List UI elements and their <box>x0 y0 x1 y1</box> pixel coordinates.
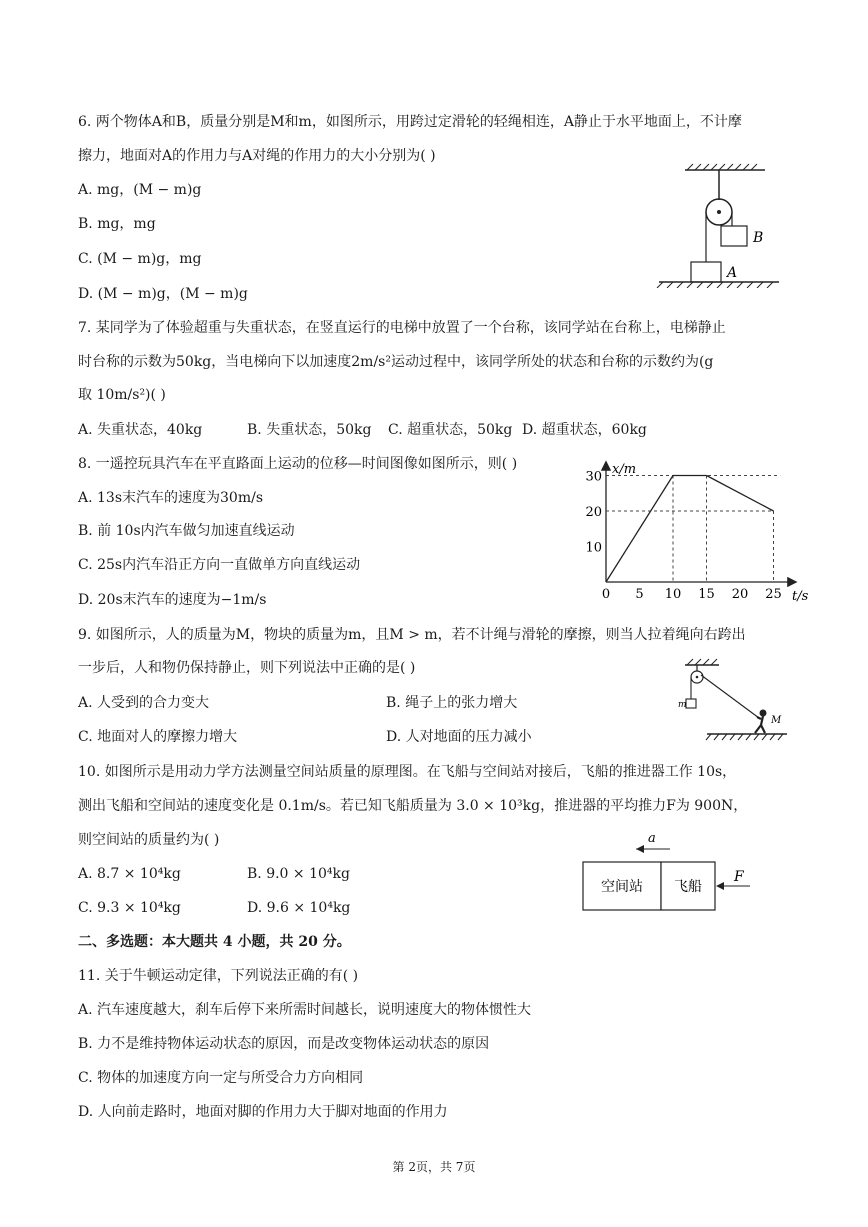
y-axis-label: x/m <box>612 462 637 477</box>
label-accel: a <box>648 831 656 846</box>
xt-segment-3 <box>707 476 774 512</box>
q10-stem-line2: 测出飞船和空间站的速度变化是 0.1m/s。若已知飞船质量为 3.0 × 10³kg，推进器的平均推力F为 900N， <box>78 798 748 814</box>
q10-stem-line3: 则空间站的质量约为( ) <box>78 832 220 848</box>
person-rope-figure-q9 <box>675 655 790 743</box>
label-m: m <box>678 700 687 710</box>
q6-stem-line2: 擦力，地面对A的作用力与A对绳的作用力的大小分别为( ) <box>78 148 436 164</box>
q7-option-d: D. 超重状态，60kg <box>522 422 647 438</box>
label-ship: 飞船 <box>674 879 702 895</box>
x-tick-15: 15 <box>698 587 715 602</box>
section-heading: 二、多选题：本大题共 4 小题，共 20 分。 <box>78 934 351 950</box>
q6-option-c: C. (M − m)g，mg <box>78 251 202 267</box>
q11-option-b: B. 力不是维持物体运动状态的原因，而是改变物体运动状态的原因 <box>78 1036 490 1052</box>
q9-option-c: C. 地面对人的摩擦力增大 <box>78 729 238 745</box>
x-axis-label: t/s <box>792 589 809 604</box>
xt-graph <box>580 455 820 605</box>
q8-option-b: B. 前 10s内汽车做匀加速直线运动 <box>78 523 295 539</box>
q8-stem: 8. 一遥控玩具汽车在平直路面上运动的位移—时间图像如图所示，则( ) <box>78 456 518 472</box>
label-b: B <box>753 230 764 246</box>
q7-option-c: C. 超重状态，50kg <box>388 422 513 438</box>
y-tick-30: 30 <box>585 469 602 485</box>
q8-option-a: A. 13s末汽车的速度为30m/s <box>78 490 264 506</box>
x-tick-0: 0 <box>601 587 611 602</box>
space-station-figure-q10 <box>578 828 758 916</box>
q7-option-b: B. 失重状态，50kg <box>247 422 372 438</box>
q10-option-b: B. 9.0 × 10⁴kg <box>247 866 350 882</box>
label-a: A <box>727 265 738 281</box>
x-tick-10: 10 <box>664 587 682 602</box>
x-tick-20: 20 <box>731 587 749 602</box>
q6-option-b: B. mg，mg <box>78 216 156 232</box>
q9-option-d: D. 人对地面的压力减小 <box>386 729 532 745</box>
q11-option-c: C. 物体的加速度方向一定与所受合力方向相同 <box>78 1070 364 1086</box>
q11-stem: 11. 关于牛顿运动定律，下列说法正确的有( ) <box>78 968 359 984</box>
q10-option-d: D. 9.6 × 10⁴kg <box>247 900 351 916</box>
y-tick-10: 10 <box>585 540 602 556</box>
q10-stem-line1: 10. 如图所示是用动力学方法测量空间站质量的原理图。在飞船与空间站对接后，飞船的推进器工作 10s， <box>78 764 737 780</box>
q9-option-b: B. 绳子上的张力增大 <box>386 695 518 711</box>
label-station: 空间站 <box>601 879 643 895</box>
pulley-figure-q6 <box>655 160 785 288</box>
xt-segment-1 <box>606 476 673 583</box>
q8-option-d: D. 20s末汽车的速度为−1m/s <box>78 592 267 608</box>
q11-option-d: D. 人向前走路时，地面对脚的作用力大于脚对地面的作用力 <box>78 1104 448 1120</box>
q9-stem-line1: 9. 如图所示，人的质量为M，物块的质量为m，且M > m，若不计绳与滑轮的摩擦，则当人拉着绳向右跨出 <box>78 627 746 643</box>
label-force: F <box>734 869 744 885</box>
label-big-m: M <box>771 715 782 726</box>
q6-option-a: A. mg，(M − m)g <box>78 182 202 198</box>
q8-option-c: C. 25s内汽车沿正方向一直做单方向直线运动 <box>78 557 361 573</box>
q10-option-a: A. 8.7 × 10⁴kg <box>78 866 181 882</box>
q6-option-d: D. (M − m)g，(M − m)g <box>78 286 248 302</box>
q11-option-a: A. 汽车速度越大，刹车后停下来所需时间越长，说明速度大的物体惯性大 <box>78 1002 532 1018</box>
q10-option-c: C. 9.3 × 10⁴kg <box>78 900 181 916</box>
q7-option-a: A. 失重状态，40kg <box>78 422 203 438</box>
q7-stem-line3: 取 10m/s²)( ) <box>78 387 166 403</box>
q7-stem-line2: 时台称的示数为50kg，当电梯向下以加速度2m/s²运动过程中，该同学所处的状态和台称的示数约为(g <box>78 354 714 370</box>
x-tick-5: 5 <box>635 587 644 602</box>
q9-stem-line2: 一步后，人和物仍保持静止，则下列说法中正确的是( ) <box>78 660 416 676</box>
x-tick-25: 25 <box>765 587 782 602</box>
q7-stem-line1: 7. 某同学为了体验超重与失重状态，在竖直运行的电梯中放置了一个台称，该同学站在台称上，电梯静止 <box>78 320 726 336</box>
q6-stem-line1: 6. 两个物体A和B，质量分别是M和m，如图所示，用跨过定滑轮的轻绳相连，A静止于水平地面上，不计摩 <box>78 114 742 130</box>
y-tick-20: 20 <box>585 505 602 520</box>
page-footer: 第 2页，共 7页 <box>392 1160 476 1174</box>
q9-option-a: A. 人受到的合力变大 <box>78 695 210 711</box>
